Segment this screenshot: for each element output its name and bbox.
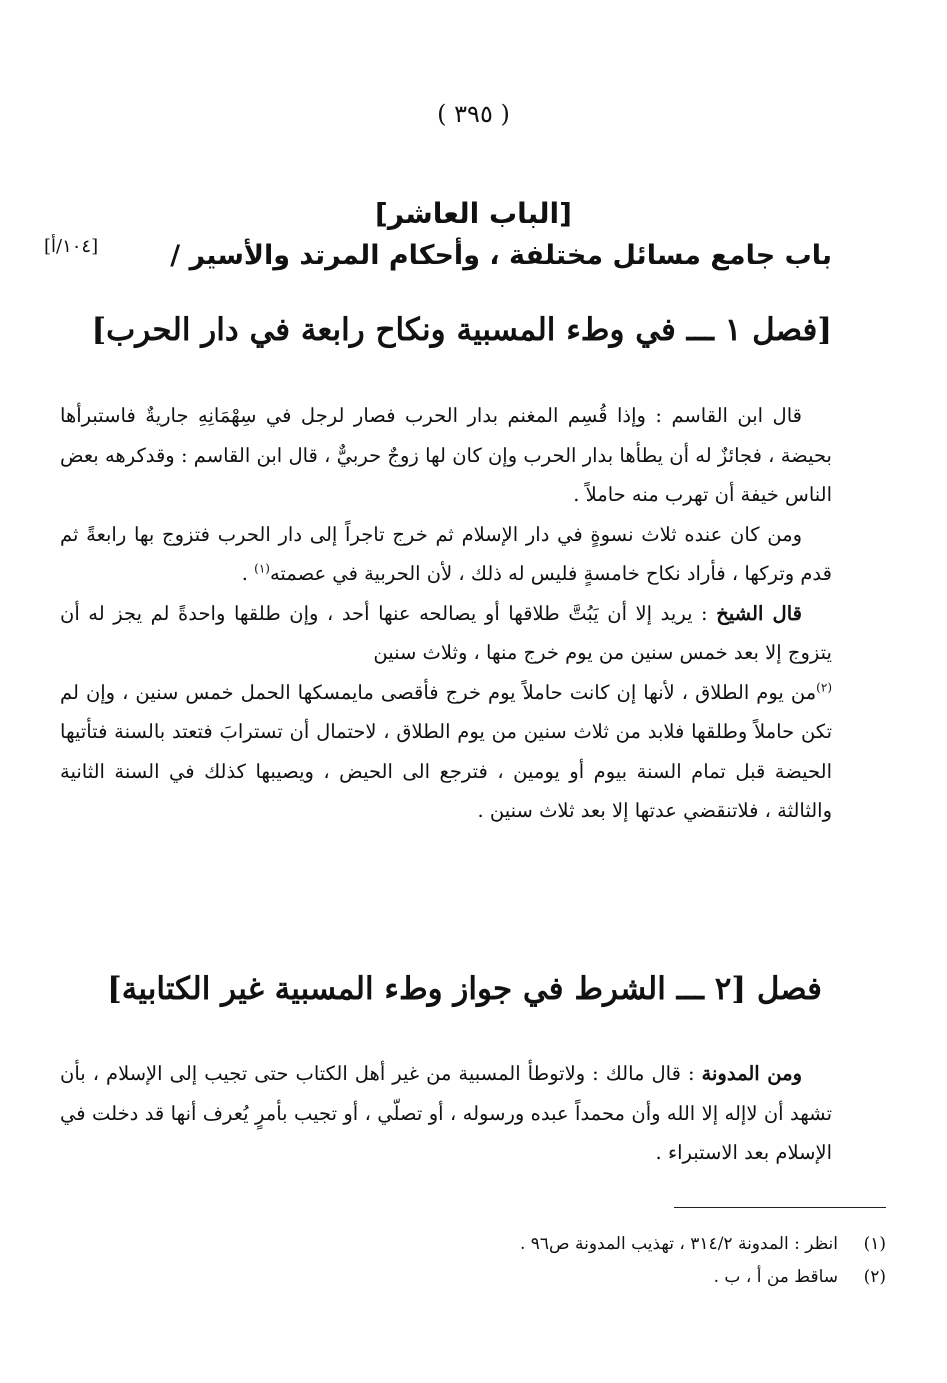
footnote-number: (٢) xyxy=(863,1267,886,1287)
paragraph-lead: ومن المدونة xyxy=(701,1062,803,1085)
footnotes xyxy=(66,1228,886,1294)
section-1-title: [فصل ١ ـــ في وطء المسبية ونكاح رابعة في دار الحرب] xyxy=(91,312,832,348)
footnote-marker: (٢) xyxy=(816,680,832,694)
footnote-text: ساقط من أ ، ب . xyxy=(713,1267,838,1287)
page-number: ( ٣٩٥ ) xyxy=(437,100,510,128)
paragraph xyxy=(60,1054,832,1173)
section-2-title: فصل [٢ ـــ الشرط في جواز وطء المسبية غير الكتابية] xyxy=(107,971,822,1007)
paragraph-lead: قال الشيخ xyxy=(716,601,802,625)
chapter-label: [الباب العاشر] xyxy=(375,197,572,230)
footnote xyxy=(66,1228,886,1261)
paragraph-tail: . xyxy=(241,562,255,585)
footnote-separator xyxy=(674,1207,886,1208)
footnote xyxy=(66,1261,886,1294)
paragraph xyxy=(60,396,832,515)
footnote-marker: (١) xyxy=(254,561,270,576)
footnote-text: انظر : المدونة ٣١٤/٢ ، تهذيب المدونة ص٩٦ . xyxy=(519,1234,838,1254)
chapter-title: باب جامع مسائل مختلفة ، وأحكام المرتد والأسير / xyxy=(170,240,832,271)
footnote-number: (١) xyxy=(863,1234,886,1254)
paragraph xyxy=(60,594,832,831)
paragraph-tail: من يوم الطلاق ، لأنها إن كانت حاملاً يوم خرج فأقصى مايمسكها الحمل خمس سنين ، وإن لم تكن حاملاً وطلقها فلابد من ثلاث سنين من يوم الطلاق ، لاحتمال أن تسترابَ فتعتد بالسنة فتأتيها الحيضة قبل تمام السنة بيوم أو يومين ، فترجع الى الحيض ، ويصيبها كذلك في السنة الثانية والثالثة ، فلاتنقضي عدتها إلا بعد ثلاث سنين . xyxy=(60,680,832,822)
section-2-body xyxy=(60,1054,832,1173)
paragraph-text: : قال مالك : ولاتوطأ المسبية من غير أهل الكتاب حتى تجيب إلى الإسلام ، بأن تشهد أن لاإله إلا الله وأن محمداً عبده ورسوله ، أو تصلّي ، أو تجيب بأمرٍ يُعرف أنها قد دخلت في الإسلام بعد الاستبراء . xyxy=(60,1062,832,1164)
manuscript-folio-reference: [١٠٤/أ] xyxy=(44,236,99,257)
paragraph-text: ومن كان عنده ثلاث نسوةٍ في دار الإسلام ثم خرج تاجراً إلى دار الحرب فتزوج بها رابعةً ثم قدم وتركها ، فأراد نكاح خامسةٍ فليس له ذلك ، لأن الحربية في عصمته xyxy=(60,522,832,585)
paragraph-text: قال ابن القاسم : وإذا قُسِم المغنم بدار الحرب فصار لرجل في سِهْمَانِهِ جاريةٌ فاستبرأها بحيضة ، فجائزٌ له أن يطأها بدار الحرب وإن كان لها زوجٌ حربيٌّ ، قال ابن القاسم : وقدكرهه بعض الناس خيفة أن تهرب منه حاملاً . xyxy=(60,404,832,506)
paragraph xyxy=(60,515,832,594)
section-1-body xyxy=(60,396,832,831)
paragraph-text: : يريد إلا أن يَبُتَّ طلاقها أو يصالحه عنها أحد ، وإن طلقها واحدةً لم يجز له أن يتزوج إلا بعد خمس سنين من يوم خرج منها ، وثلاث سنين xyxy=(60,601,832,664)
